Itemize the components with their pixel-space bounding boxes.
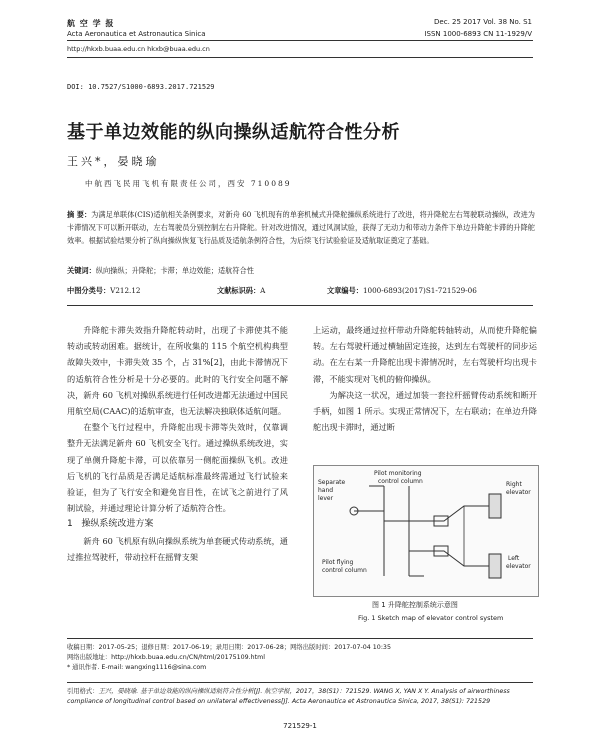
label-pf-control-column: control column	[322, 567, 367, 574]
page-number: 721529-1	[283, 722, 317, 730]
classification-line	[67, 286, 535, 296]
doc-code-value: A	[260, 286, 266, 295]
footnotes	[67, 643, 537, 673]
body-paragraph: 升降舵卡滞失效指升降舵转动时，出现了卡滞使其不能转动或转动困难。据统计，在所收集的 115 个航空机构典型故障失效中，卡滞失效 35 个，占 31%[2]，由此卡滞情况下的适航符合性分析是十分必要的。此时的飞行安全问题不解决，新舟 60 飞机对操纵系统进行任何改进都无法通过中国民用航空局(CAAC)的适航审查，也无法解决独联体适航问题。	[67, 325, 288, 417]
body-paragraph: 为解决这一状况，通过加装一套拉杆摇臂传动系统和断开手柄，如图 1 所示。实现正常情况下，左右联动；在单边升降舵出现卡滞时，通过断	[313, 389, 537, 433]
label-left-elevator: elevator	[506, 563, 531, 570]
keywords-label: 关键词：	[67, 266, 96, 275]
issue-info: Dec. 25 2017 Vol. 38 No. S1	[434, 18, 532, 26]
section-number: 1	[67, 519, 73, 530]
body-paragraph: 新舟 60 飞机原有纵向操纵系统为单套硬式传动系统，通过推拉驾驶杆，带动拉杆在摇臂支架	[67, 535, 288, 562]
right-elevator-shape	[489, 494, 501, 518]
body-paragraph: 上运动，最终通过拉杆带动升降舵转轴转动，从而使升降舵偏转。左右驾驶杆通过横轴固定连接，达到左右驾驶杆的同步运动。在左右某一升降舵出现卡滞情况时，左右驾驶杆均出现卡滞，不能实现对飞机的俯仰操纵。	[313, 325, 537, 384]
section-heading	[67, 516, 288, 532]
elevator-control-diagram	[314, 466, 538, 596]
doi[interactable]: DOI: 10.7527/S1000-6893.2017.721529	[67, 83, 215, 91]
left-elevator-shape	[489, 554, 501, 578]
body-paragraph: 在整个飞行过程中，升降舵出现卡滞等失效时，仅靠调整升无法满足新舟 60 飞机安全飞行。通过操纵系统改进，实现了单侧升降舵卡滞，可以依靠另一侧舵面操纵飞机。改进后飞机的飞行品质是否满足适航标准最终需通过飞行试验来验证，但为了飞行安全和避免盲目性，在试飞之前进行了风制试验，并通过理论计算分析了适航符合性。	[67, 422, 288, 514]
label-pm-control-column: control column	[378, 478, 423, 485]
clc-label: 中图分类号：	[67, 286, 111, 295]
journal-title-en: Acta Aeronautica et Astronautica Sinica	[67, 30, 206, 38]
figure-1	[313, 465, 539, 597]
keywords	[67, 266, 254, 276]
header-rule-thin	[67, 57, 533, 58]
paper-title: 基于单边效能的纵向操纵适航符合性分析	[67, 122, 400, 143]
citation	[67, 687, 537, 707]
article-no-label: 文章编号：	[327, 286, 363, 295]
footnote-online-url[interactable]: 网络出版地址：http://hkxb.buaa.edu.cn/CN/html/20175109.html	[67, 654, 265, 661]
keywords-text: 纵向操纵；升降舵；卡滞；单边效能；适航符合性	[95, 266, 254, 275]
left-column	[67, 322, 288, 565]
label-lever: lever	[318, 495, 334, 502]
figure-caption-en: Fig. 1 Sketch map of elevator control system	[358, 614, 504, 622]
label-pilot-monitoring: Pilot monitoring	[374, 470, 422, 477]
footnote-dates: 收稿日期：2017-05-25；退修日期：2017-06-19；录用日期：2017-06-28；网络出版时间：2017-07-04 10:35	[67, 644, 391, 651]
issn-info: ISSN 1000-6893 CN 11-1929/V	[424, 30, 532, 38]
header-rule	[67, 40, 533, 41]
footnote-rule	[67, 638, 533, 639]
label-pilot-flying: Pilot flying	[322, 559, 354, 566]
abstract-rule	[67, 305, 533, 306]
clc-value: V212.12	[110, 286, 141, 295]
citation-rule	[67, 682, 533, 683]
pf-push-rod	[409, 551, 489, 566]
section-title: 操纵系统改进方案	[81, 519, 154, 530]
pm-push-rod	[384, 506, 489, 521]
right-column	[313, 322, 537, 435]
abstract	[67, 208, 535, 247]
abstract-label: 摘 要：	[67, 210, 92, 219]
journal-title-cn: 航 空 学 报	[67, 19, 115, 28]
journal-urls[interactable]: http://hkxb.buaa.edu.cn hkxb@buaa.edu.cn	[67, 45, 210, 53]
label-hand: hand	[318, 487, 334, 494]
figure-caption-cn: 图 1 升降舵控制系统示意图	[372, 601, 458, 609]
citation-text: 王兴，晏晓瑜. 基于单边效能的纵向操纵适航符合性分析[J]. 航空学报，2017，38(S1)：721529. WANG X, YAN X Y. Analysis of airworthiness compliance of longitudinal control based on unilateral effectiveness[J]. Acta Aeronautica et Astronautica Sinica, 2017, 38(S1): 721529	[67, 688, 510, 705]
authors: 王兴*，晏晓瑜	[67, 155, 160, 168]
label-separate: Separate	[318, 479, 346, 486]
citation-label: 引用格式：	[67, 688, 99, 695]
label-right: Right	[506, 481, 522, 488]
abstract-text: 为满足单联体(CIS)适航相关条例要求，对新舟 60 飞机现有的单套机械式升降舵操纵系统进行了改进，将升降舵左右驾驶联动操纵，改进为卡滞情况下可以断开联动，左右驾驶员分别控制左右升降舵。针对改进情况，通过风洞试验，获得了无动力和带动力条件下单边升降舵卡滞的升降舵效率。根据试验结果分析了纵向操纵恢复飞行品质及适航条例符合性，为后续飞行试验验证及适航取证奠定了基础。	[67, 210, 535, 245]
doc-code-label: 文献标识码：	[217, 286, 261, 295]
label-right-elevator: elevator	[506, 489, 531, 496]
article-no-value: 1000-6893(2017)S1-721529-06	[362, 286, 477, 295]
label-left: Left	[508, 555, 520, 562]
affiliation: 中航西飞民用飞机有限责任公司，西安 710089	[85, 179, 292, 188]
footnote-corresponding-author: * 通讯作者. E-mail: wangxing1116@sina.com	[67, 664, 207, 671]
